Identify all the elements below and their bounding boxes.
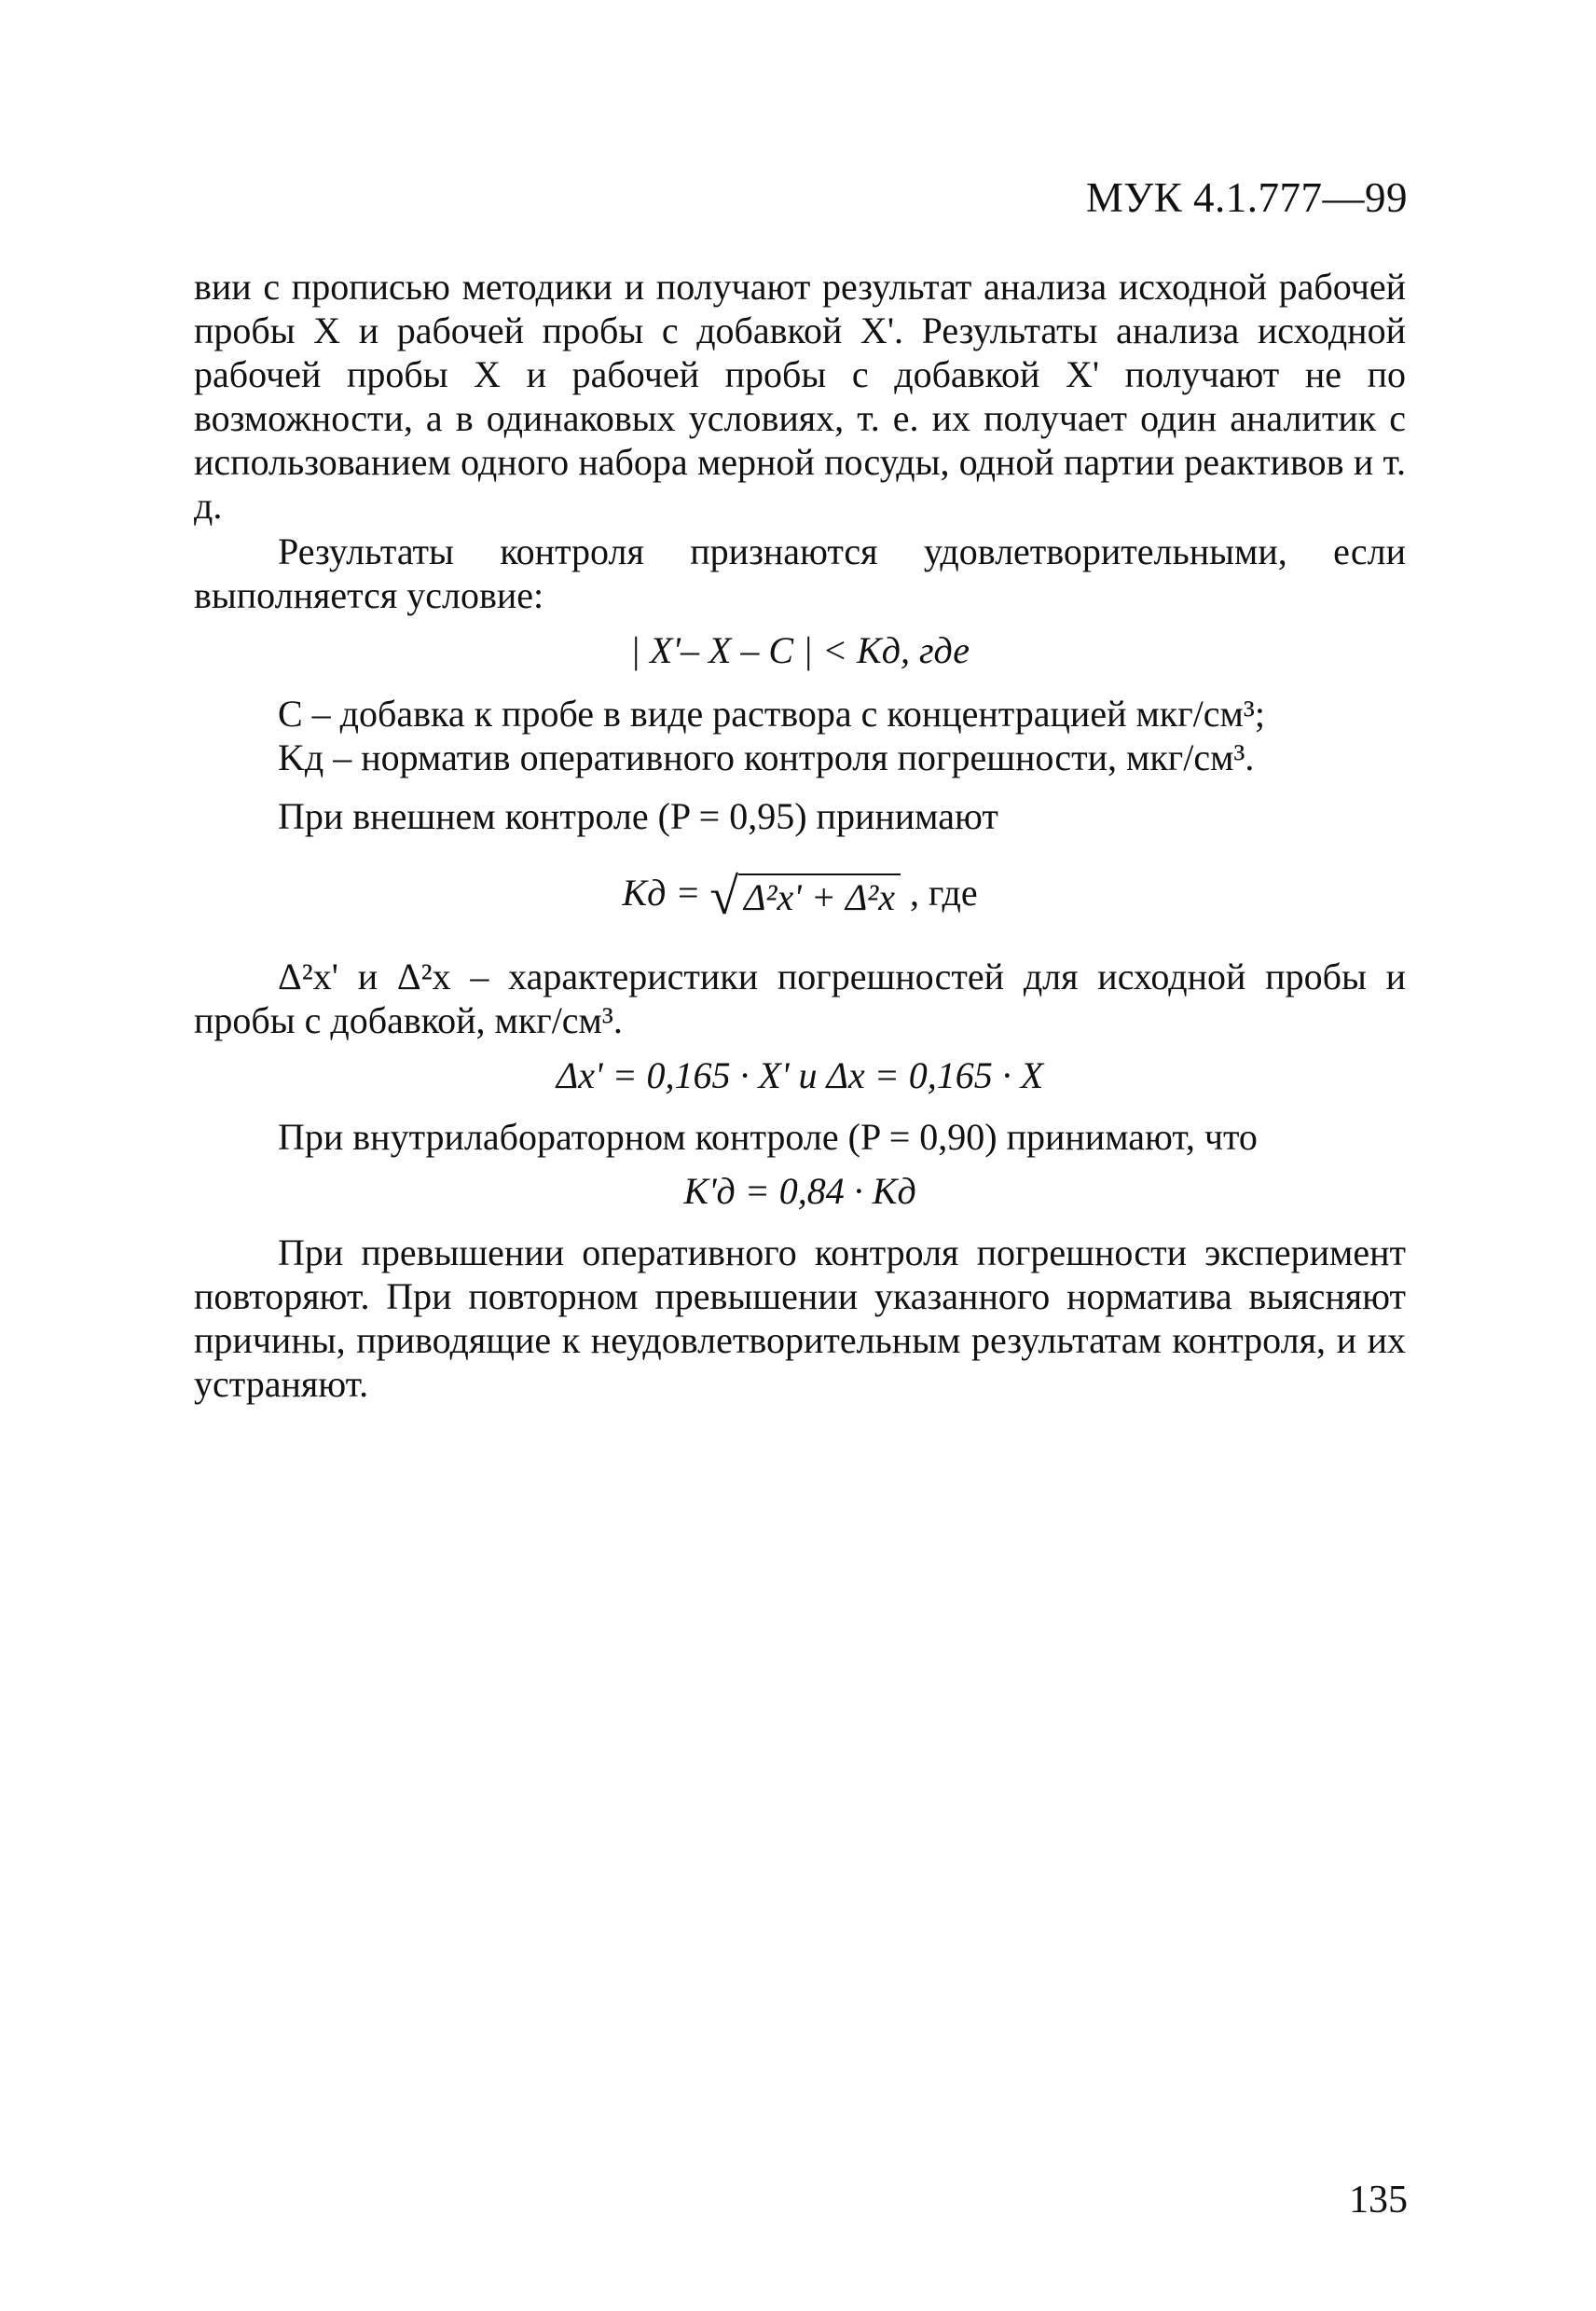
paragraph-acceptance-condition: Результаты контроля признаются удовлетворительными, если выполняется условие: bbox=[194, 530, 1406, 616]
formula-radicand: Δ²x' + Δ²x bbox=[738, 874, 901, 919]
formula-kd-suffix: , где bbox=[910, 872, 978, 915]
paragraph-method-continuation: вии с прописью методики и получают результат анализа исходной рабочей пробы X и рабочей пробы с добавкой X'. Результаты анализа исходной рабочей пробы X и рабочей пробы с добавкой X' получают не по возможности, а в одинаковых условиях, т. е. их получает один аналитик с использованием одного набора мерной посуды, одной партии реактивов и т. д. bbox=[194, 266, 1406, 527]
page-number: 135 bbox=[1349, 2179, 1408, 2222]
formula-kd-sqrt bbox=[194, 867, 1406, 927]
paragraph-internal-control: При внутрилабораторном контроле (P = 0,90) принимают, что bbox=[278, 1116, 1258, 1158]
formula-kd-lhs: Kд = bbox=[622, 872, 701, 915]
paragraph-external-control: При внешнем контроле (P = 0,95) принимают bbox=[278, 795, 998, 837]
radical-sign-icon: √ bbox=[709, 868, 739, 926]
page-header-doc-code: МУК 4.1.777—99 bbox=[1085, 174, 1408, 221]
definition-kd: Kд – норматив оперативного контроля погрешности, мкг/см³. bbox=[278, 736, 1255, 778]
definitions-block bbox=[194, 692, 1406, 779]
paragraph-final: При превышении оперативного контроля погрешности эксперимент повторяют. При повторном превышении указанного норматива выясняют причины, приводящие к неудовлетворительным результатам контроля, и их устраняют. bbox=[194, 1231, 1406, 1405]
sqrt-expression bbox=[709, 867, 901, 927]
definition-c: C – добавка к пробе в виде раствора с концентрацией мкг/см³; bbox=[278, 693, 1265, 735]
formula-delta-values: Δx' = 0,165 · X' и Δx = 0,165 · X bbox=[556, 1054, 1044, 1096]
formula-kd-prime: K'д = 0,84 · Kд bbox=[683, 1170, 916, 1212]
definition-delta: Δ²x' и Δ²x – характеристики погрешностей для исходной пробы и пробы с добавкой, мкг/см³. bbox=[194, 956, 1406, 1041]
formula-control-condition: | X'– X – C | < Kд, где bbox=[629, 629, 970, 671]
